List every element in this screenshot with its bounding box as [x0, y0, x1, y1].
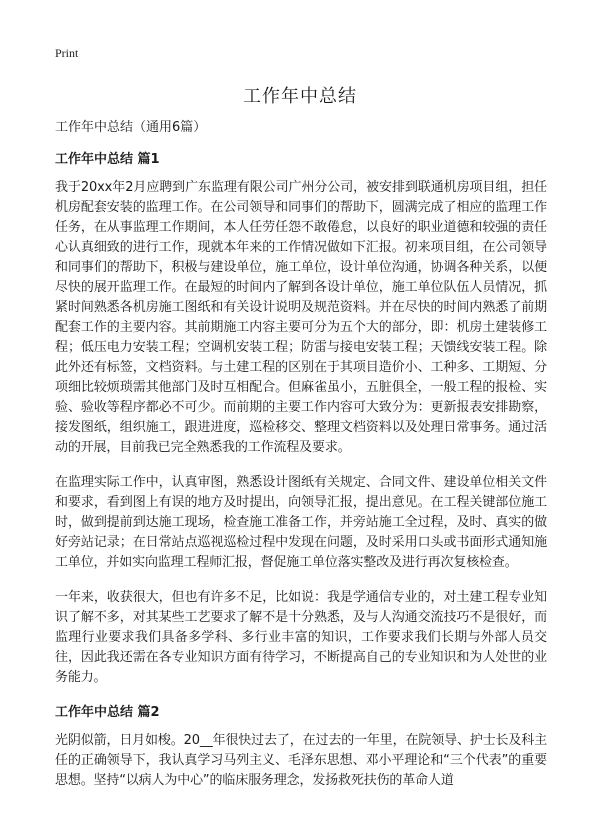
document-subtitle: 工作年中总结（通用6篇） — [55, 120, 207, 135]
section-2-paragraph-1: 光阴似箭，日月如梭。20__年很快过去了，在过去的一年里，在院领导、护士长及科主任的正确领导下，我认真学习马列主义、毛泽东思想、邓小平理论和“三个代表”的重要思想。坚持“以病人为中心”的临床服务理念，发扬救死扶伤的革命人道 — [55, 733, 547, 788]
section-1-paragraph-2: 在监理实际工作中，认真审图，熟悉设计图纸有关规定、合同文件、建设单位相关文件和要求，看到图上有误的地方及时提出，向领导汇报，提出意见。在工程关键部位施工时，做到提前到达施工现场，检查施工准备工作，并旁站施工全过程，及时、真实的做好旁站记录；在日常站点巡视巡检过程中发现在问题，及时采用口头或书面形式通知施工单位，并如实向监理工程师汇报，督促施工单位落实整改及进行再次复核检查。 — [55, 475, 547, 570]
document-body — [55, 118, 547, 806]
print-label: Print — [55, 46, 79, 60]
section-1-paragraph-1: 我于20xx年2月应聘到广东监理有限公司广州分公司，被安排到联通机房项目组，担任机房配套安装的监理工作。在公司领导和同事们的帮助下，圆满完成了相应的监理工作任务，在从事监理工作期间，本人任劳任怨不敢倦怠，以良好的职业道德和较强的责任心认真细致的进行工作，现就本年来的工作情况做如下汇报。初来项目组，在公司领导和同事们的帮助下，积极与建设单位，施工单位，设计单位沟通，协调各种关系，以便尽快的展开监理工作。在最短的时间内了解到各设计单位，施工单位队伍人员情况，抓紧时间熟悉各机房施工图纸和有关设计说明及规范资料。并在尽快的时间内熟悉了前期配套工作的主要内容。其前期施工内容主要可分为五个大的部分，即：机房土建装修工程；低压电力安装工程；空调机安装工程；防雷与接电安装工程；天馈线安装工程。除此外还有标签，文档资料。与土建工程的区别在于其项目造价小、工种多、工期短、分项细比较烦琐需其他部门及时互相配合。但麻雀虽小，五脏俱全，一般工程的报检、实验、验收等程序都必不可少。而前期的主要工作内容可大致分为：更新报表安排勘察，接发图纸，组织施工，跟进进度，巡检移交、整理文档资料以及处理日常事务。通过活动的开展，目前我已完全熟悉我的工作流程及要求。 — [55, 180, 547, 455]
section-heading-2: 工作年中总结 篇2 — [55, 705, 160, 720]
section-1-paragraph-3: 一年来，收获很大，但也有许多不足，比如说：我是学通信专业的，对土建工程专业知识了解不多，对其某些工艺要求了解不是十分熟悉，及与人沟通交流技巧不是很好，而监理行业要求我们具备多学科、多行业丰富的知识，工作要求我们长期与外部人员交往，因此我还需在各专业知识方面有待学习，不断提高自己的专业知识和为人处世的业务能力。 — [55, 590, 547, 685]
section-heading-1: 工作年中总结 篇1 — [55, 152, 160, 167]
document-title: 工作年中总结 — [243, 86, 357, 107]
